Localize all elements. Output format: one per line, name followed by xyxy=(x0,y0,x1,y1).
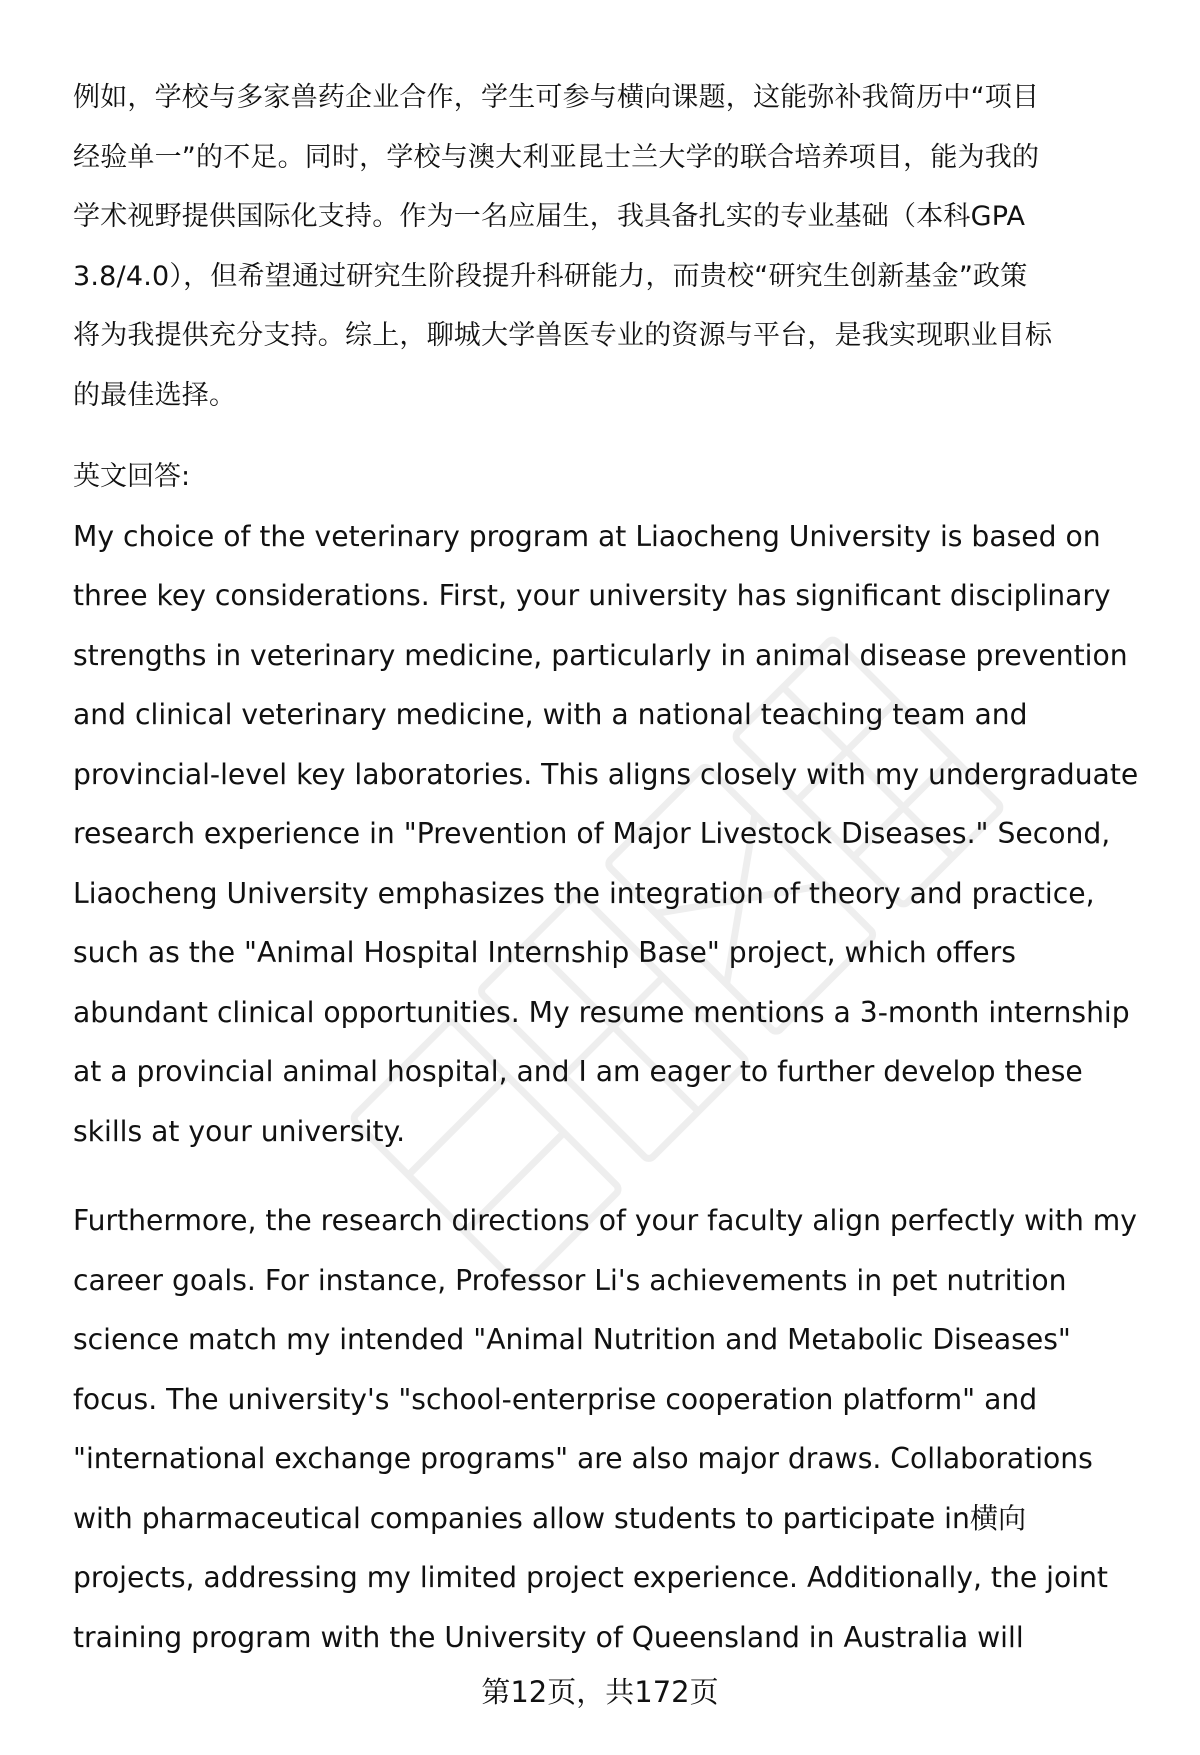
page-number-footer: 第12页，共172页 xyxy=(481,1675,719,1709)
english-paragraph-1: My choice of the veterinary program at Liaocheng University is based on three key considerations. First, your university has significant disciplinary strengths in veterinary medicine, particularly in animal disease prevention and clinical veterinary medicine, with a national teaching team and provincial-level key laboratories. This aligns closely with my undergraduate research experience in "Prevention of Major Livestock Diseases." Second, Liaocheng University emphasizes the integration of theory and practice, such as the "Animal Hospital Internship Base" project, which offers abundant clinical opportunities. My resume mentions a 3-month internship at a provincial animal hospital, and I am eager to further develop these skills at your university. xyxy=(73,519,1139,1148)
english-answer-label: 英文回答: xyxy=(73,461,191,492)
chinese-paragraph: 例如，学校与多家兽药企业合作，学生可参与横向课题，这能弥补我简历中“项目 经验单一”的不足。同时，学校与澳大利亚昆士兰大学的联合培养项目，能为我的 学术视野提供国际化支持。作为一名应届生，我具备扎实的专业基础（本科GPA 3.8/4.0），但希望通过研究生阶段提升科研能力，而贵校“研究生创新基金”政策 将为我提供充分支持。综上，聊城大学兽医专业的资源与平台，是我实现职业目标 的最佳选择。 xyxy=(73,82,1053,411)
english-paragraph-2: Furthermore, the research directions of your faculty align perfectly with my career goals. For instance, Professor Li's achievements in pet nutrition science match my intended "Animal Nutrition and Metabolic Diseases" focus. The university's "school-enterprise cooperation platform" and "international exchange programs" are also major draws. Collaborations with pharmaceutical companies allow students to participate in横向 projects, addressing my limited project experience. Additionally, the joint training program with the University of Queensland in Australia will xyxy=(73,1204,1137,1654)
document-body xyxy=(73,68,1158,1667)
